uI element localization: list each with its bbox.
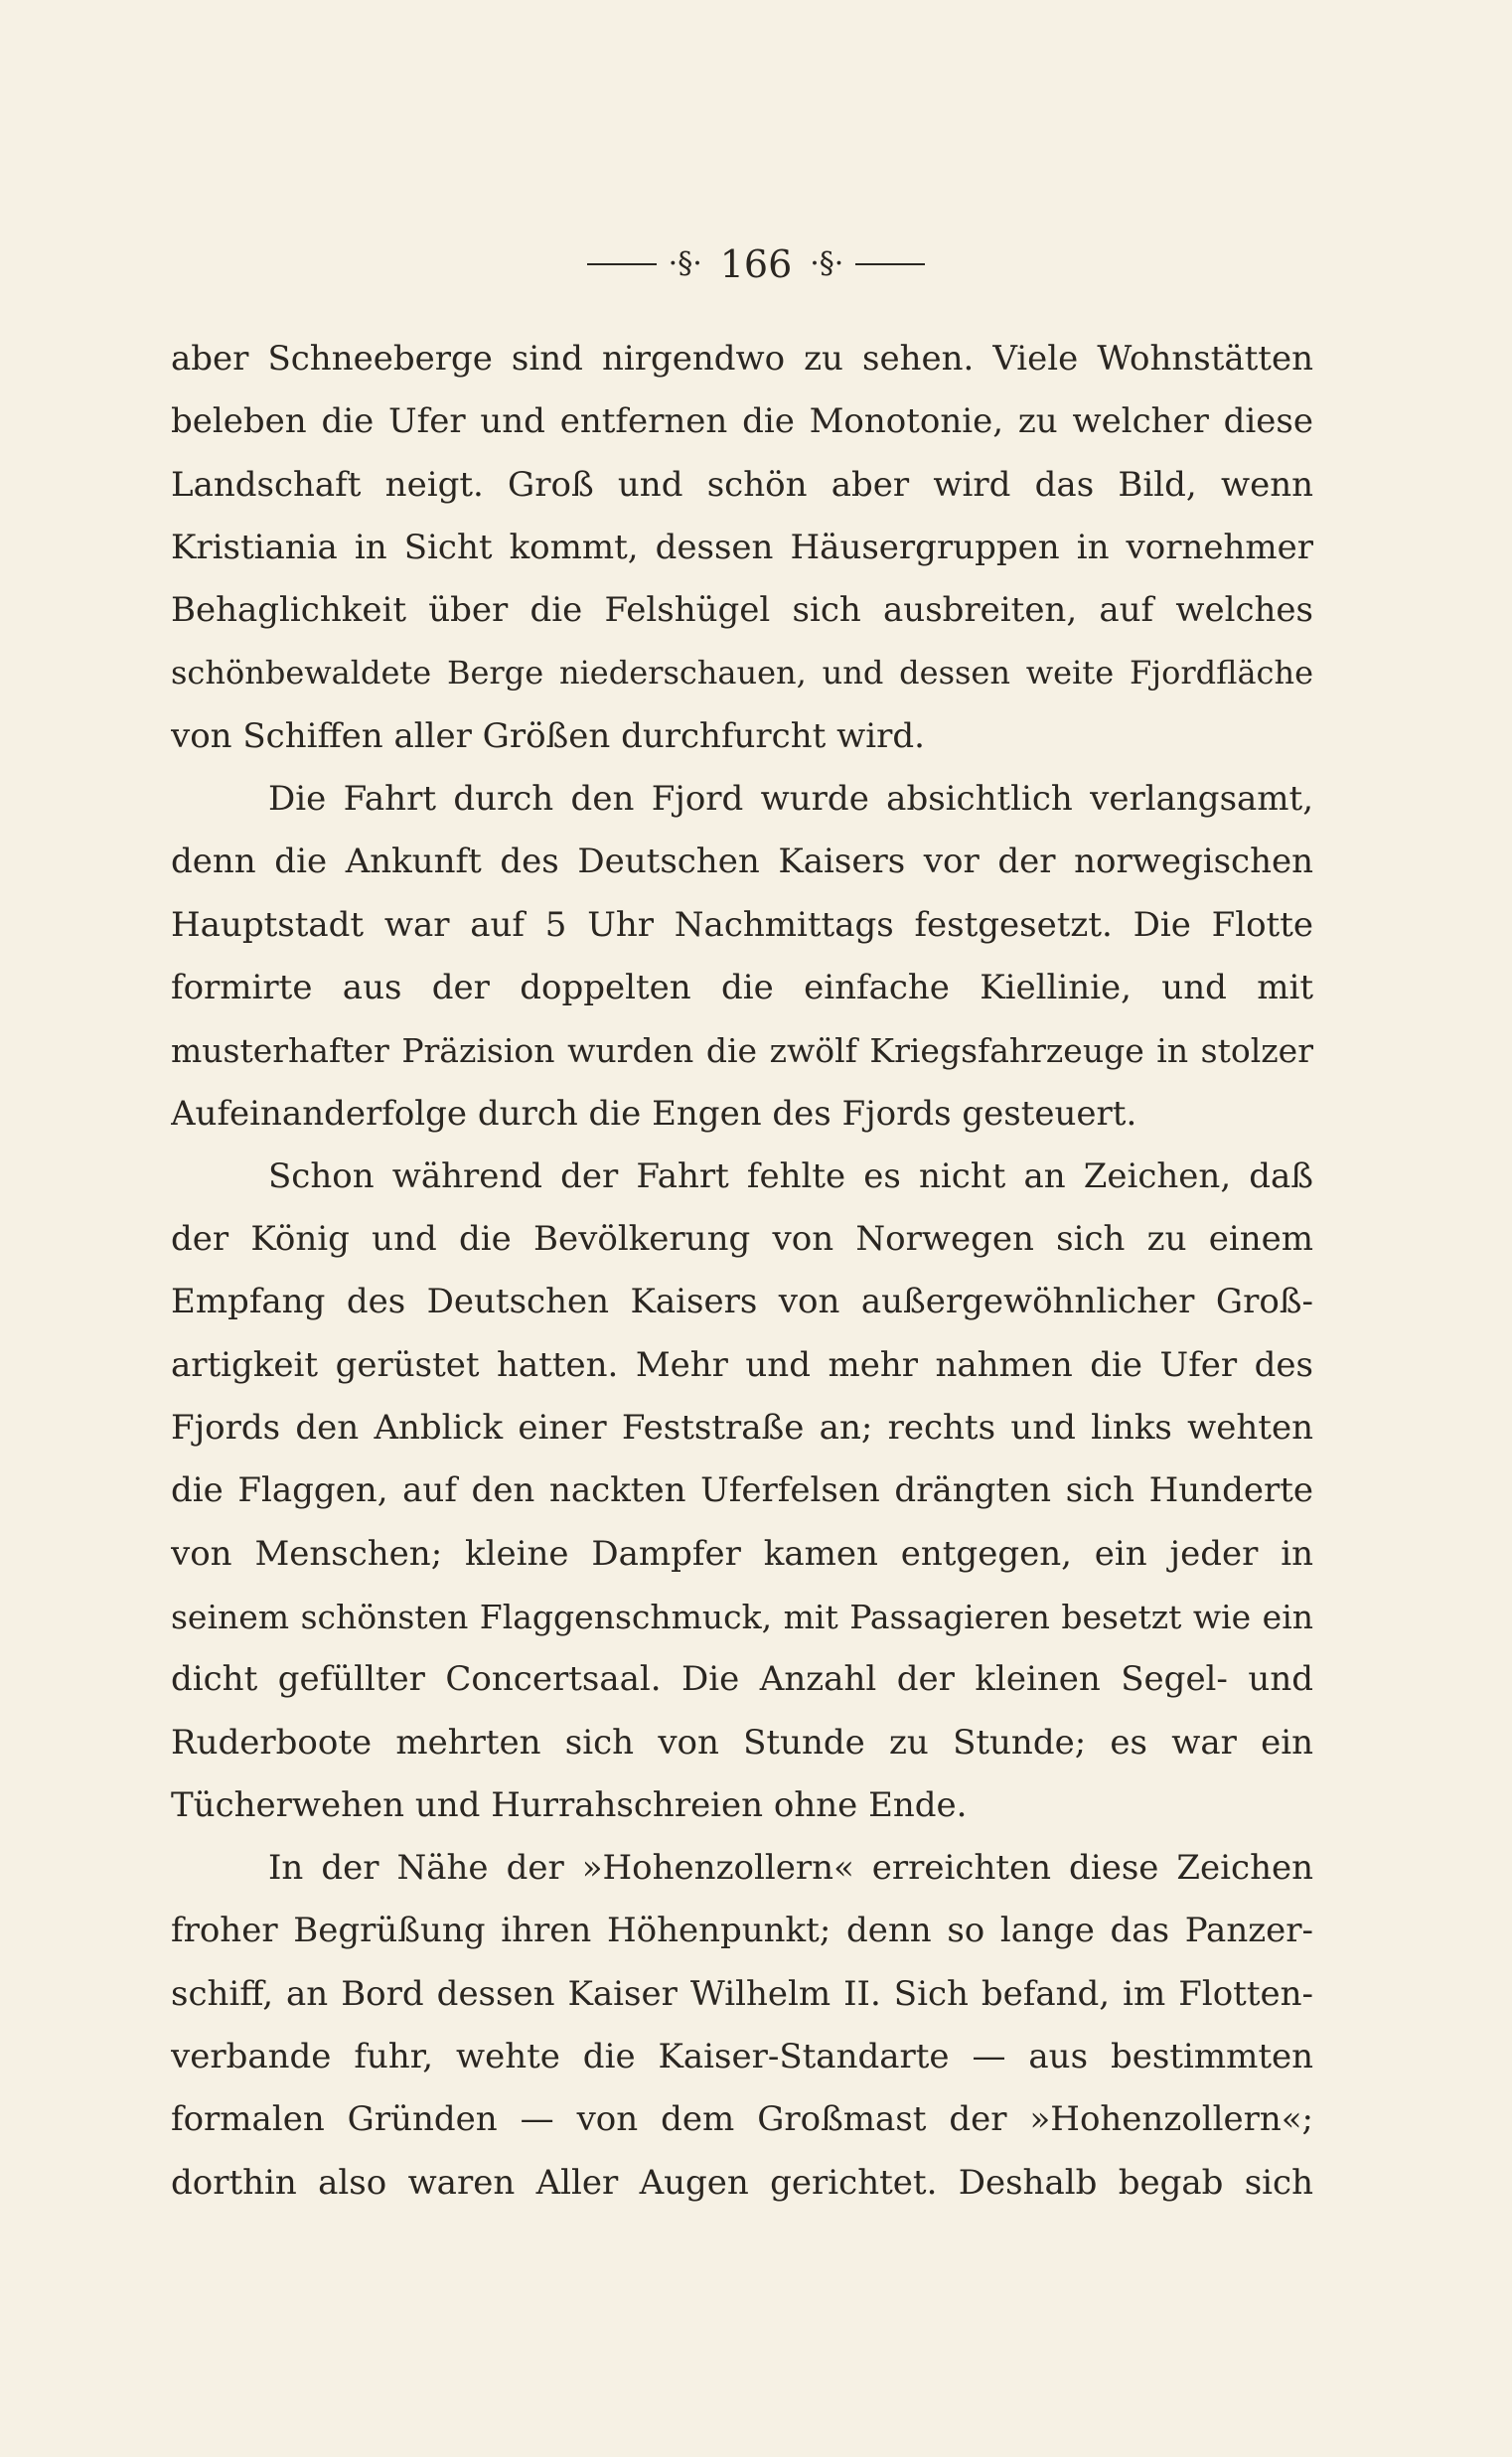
text-line: schiff, an Bord dessen Kaiser Wilhelm II. Sich befand, im Flotten- xyxy=(171,1973,1313,2014)
text-line: Ruderboote mehrten sich von Stunde zu Stunde; es war ein xyxy=(171,1722,1313,1763)
text-line: schönbewaldete Berge niederschauen, und dessen weite Fjordfläche xyxy=(171,654,1313,692)
text-line: Behaglichkeit über die Felshügel sich ausbreiten, auf welches xyxy=(171,590,1313,631)
text-line: dicht gefüllter Concertsaal. Die Anzahl der kleinen Segel- und xyxy=(171,1659,1313,1700)
left-ornament-icon: ·§· xyxy=(668,245,702,281)
text-line: Schon während der Fahrt fehlte es nicht an Zeichen, daß xyxy=(268,1155,1313,1196)
text-line: artigkeit gerüstet hatten. Mehr und mehr nahmen die Ufer des xyxy=(171,1344,1313,1385)
text-line: In der Nähe der »Hohenzollern« erreichten diese Zeichen xyxy=(268,1848,1313,1889)
text-line: dorthin also waren Aller Augen gerichtet. Deshalb begab sich xyxy=(171,2162,1313,2203)
text-line: Kristiania in Sicht kommt, dessen Häusergruppen in vornehmer xyxy=(171,527,1313,567)
text-line: beleben die Ufer und entfernen die Monotonie, zu welcher diese xyxy=(171,401,1313,442)
text-line: von Schiffen aller Größen durchfurcht wird. xyxy=(171,715,925,756)
text-line: verbande fuhr, wehte die Kaiser-Standarte — aus bestimmten xyxy=(171,2037,1313,2077)
text-line: froher Begrüßung ihren Höhenpunkt; denn so lange das Panzer- xyxy=(171,1911,1313,1951)
text-line: formirte aus der doppelten die einfache Kiellinie, und mit xyxy=(171,967,1313,1007)
text-line: seinem schönsten Flaggenschmuck, mit Passagieren besetzt wie ein xyxy=(171,1597,1313,1636)
text-line: die Flaggen, auf den nackten Uferfelsen drängten sich Hunderte xyxy=(171,1470,1313,1511)
text-line: Tücherwehen und Hurrahschreien ohne Ende. xyxy=(171,1784,968,1825)
text-line: der König und die Bevölkerung von Norwegen sich zu einem xyxy=(171,1219,1313,1260)
right-rule xyxy=(855,263,925,265)
text-line: aber Schneeberge sind nirgendwo zu sehen. Viele Wohnstätten xyxy=(171,339,1313,379)
page-header xyxy=(0,230,1512,294)
text-line: Aufeinanderfolge durch die Engen des Fjords gesteuert. xyxy=(171,1093,1137,1134)
text-line: denn die Ankunft des Deutschen Kaisers vor der norwegischen xyxy=(171,842,1313,882)
text-line: musterhafter Präzision wurden die zwölf Kriegsfahrzeuge in stolzer xyxy=(171,1031,1313,1071)
text-line: Die Fahrt durch den Fjord wurde absichtlich verlangsamt, xyxy=(268,779,1313,820)
page-number: 166 xyxy=(719,241,793,286)
text-line: Landschaft neigt. Groß und schön aber wird das Bild, wenn xyxy=(171,464,1313,505)
text-line: formalen Gründen — von dem Großmast der »Hohenzollern«; xyxy=(171,2099,1313,2140)
left-rule xyxy=(587,263,657,265)
right-ornament-icon: ·§· xyxy=(810,245,844,281)
text-line: Empfang des Deutschen Kaisers von außergewöhnlicher Groß- xyxy=(171,1282,1313,1322)
text-line: Fjords den Anblick einer Feststraße an; rechts und links wehten xyxy=(171,1408,1313,1449)
body-text xyxy=(171,328,1313,2215)
text-line: Hauptstadt war auf 5 Uhr Nachmittags festgesetzt. Die Flotte xyxy=(171,904,1313,945)
text-line: von Menschen; kleine Dampfer kamen entgegen, ein jeder in xyxy=(171,1533,1313,1574)
